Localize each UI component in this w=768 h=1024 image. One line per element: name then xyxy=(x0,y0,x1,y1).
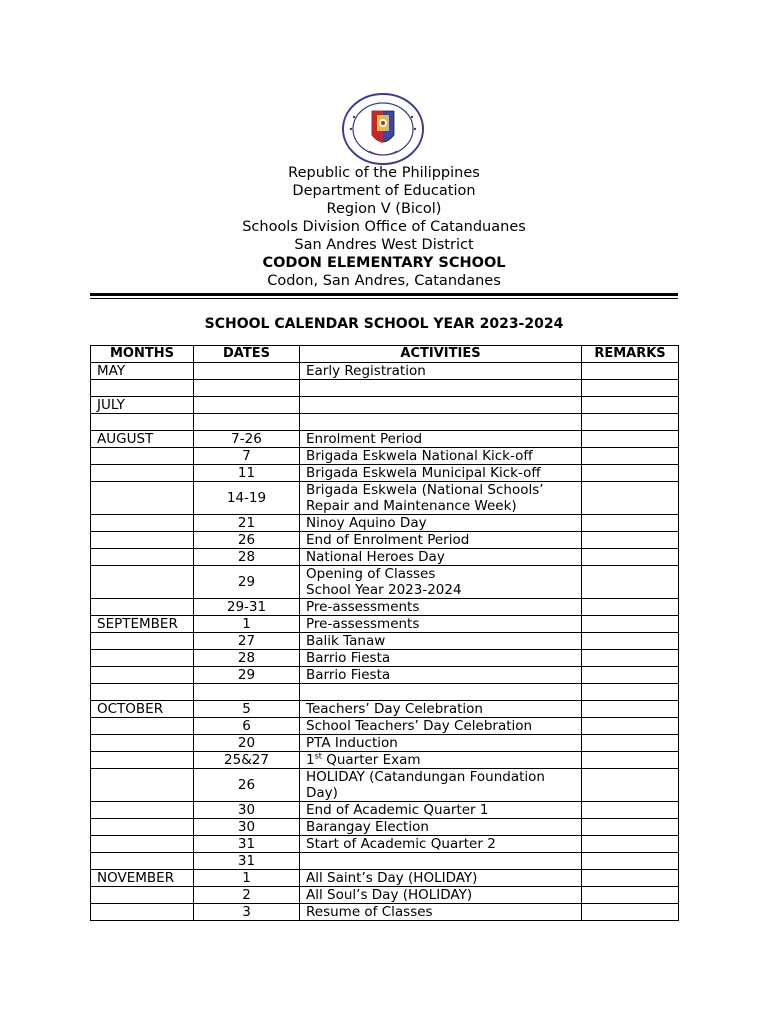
table-row xyxy=(91,769,679,802)
cell-remarks xyxy=(582,701,679,718)
school-address: Codon, San Andres, Catandanes xyxy=(267,273,501,289)
cell-date: 31 xyxy=(194,853,300,870)
activity-line: School Teachers’ Day Celebration xyxy=(306,718,533,734)
table-row xyxy=(91,616,679,633)
table-row xyxy=(91,363,679,380)
header-line-region: Region V (Bicol) xyxy=(326,201,442,217)
table-row xyxy=(91,465,679,482)
cell-month xyxy=(91,482,194,515)
cell-month xyxy=(91,532,194,549)
cell-month xyxy=(91,718,194,735)
cell-activity xyxy=(300,701,582,718)
cell-activity xyxy=(300,802,582,819)
cell-month xyxy=(91,887,194,904)
cell-activity xyxy=(300,718,582,735)
cell-activity xyxy=(300,667,582,684)
table-row xyxy=(91,735,679,752)
activity-line: End of Academic Quarter 1 xyxy=(306,802,489,818)
cell-month xyxy=(91,549,194,566)
cell-remarks xyxy=(582,870,679,887)
cell-date: 6 xyxy=(194,718,300,735)
cell-month xyxy=(91,684,194,701)
cell-date: 28 xyxy=(194,549,300,566)
cell-activity xyxy=(300,904,582,921)
cell-date: 1 xyxy=(194,870,300,887)
cell-month xyxy=(91,599,194,616)
cell-date: 28 xyxy=(194,650,300,667)
cell-remarks xyxy=(582,633,679,650)
calendar-table-body xyxy=(91,363,679,921)
cell-remarks xyxy=(582,684,679,701)
cell-remarks xyxy=(582,836,679,853)
cell-date xyxy=(194,380,300,397)
table-row xyxy=(91,667,679,684)
cell-activity xyxy=(300,870,582,887)
activity-line: Barrio Fiesta xyxy=(306,650,391,666)
activity-line: Early Registration xyxy=(306,363,426,379)
table-row xyxy=(91,414,679,431)
cell-month xyxy=(91,735,194,752)
cell-activity xyxy=(300,650,582,667)
cell-remarks xyxy=(582,667,679,684)
cell-date: 26 xyxy=(194,769,300,802)
table-row xyxy=(91,566,679,599)
header-line-division: Schools Division Office of Catanduanes xyxy=(242,219,526,235)
cell-month: NOVEMBER xyxy=(91,870,194,887)
table-row xyxy=(91,599,679,616)
cell-month xyxy=(91,752,194,769)
activity-line: Barrio Fiesta xyxy=(306,667,391,683)
cell-month xyxy=(91,448,194,465)
cell-month xyxy=(91,667,194,684)
cell-month: OCTOBER xyxy=(91,701,194,718)
cell-month xyxy=(91,380,194,397)
cell-remarks xyxy=(582,549,679,566)
cell-month xyxy=(91,802,194,819)
activity-line: National Heroes Day xyxy=(306,549,445,565)
cell-month xyxy=(91,414,194,431)
cell-date xyxy=(194,414,300,431)
table-header-row xyxy=(91,346,679,363)
activity-line: Start of Academic Quarter 2 xyxy=(306,836,496,852)
activity-line: Brigada Eskwela Municipal Kick-off xyxy=(306,465,541,481)
cell-activity xyxy=(300,633,582,650)
table-row xyxy=(91,633,679,650)
activity-line: Teachers’ Day Celebration xyxy=(306,701,483,717)
cell-remarks xyxy=(582,853,679,870)
table-row xyxy=(91,448,679,465)
header-line-department: Department of Education xyxy=(292,183,476,199)
cell-date: 27 xyxy=(194,633,300,650)
cell-date: 3 xyxy=(194,904,300,921)
cell-activity xyxy=(300,684,582,701)
table-row xyxy=(91,515,679,532)
cell-activity xyxy=(300,566,582,599)
header-divider-thick xyxy=(90,293,678,296)
column-header-activities: ACTIVITIES xyxy=(300,346,582,363)
cell-month: MAY xyxy=(91,363,194,380)
column-header-remarks: REMARKS xyxy=(582,346,679,363)
cell-activity xyxy=(300,397,582,414)
cell-date: 7-26 xyxy=(194,431,300,448)
cell-activity xyxy=(300,448,582,465)
cell-activity xyxy=(300,599,582,616)
cell-month xyxy=(91,633,194,650)
cell-date: 11 xyxy=(194,465,300,482)
cell-remarks xyxy=(582,904,679,921)
cell-date: 29 xyxy=(194,566,300,599)
activity-line: All Saint’s Day (HOLIDAY) xyxy=(306,870,478,886)
cell-month xyxy=(91,515,194,532)
cell-date: 1 xyxy=(194,616,300,633)
cell-date: 31 xyxy=(194,836,300,853)
activity-line: End of Enrolment Period xyxy=(306,532,470,548)
cell-date: 29-31 xyxy=(194,599,300,616)
activity-line: Ninoy Aquino Day xyxy=(306,515,427,531)
cell-remarks xyxy=(582,482,679,515)
cell-date: 14-19 xyxy=(194,482,300,515)
cell-remarks xyxy=(582,532,679,549)
cell-date: 26 xyxy=(194,532,300,549)
activity-line: Barangay Election xyxy=(306,819,429,835)
cell-activity xyxy=(300,616,582,633)
table-row xyxy=(91,870,679,887)
cell-remarks xyxy=(582,363,679,380)
cell-activity xyxy=(300,853,582,870)
table-row xyxy=(91,853,679,870)
cell-activity xyxy=(300,431,582,448)
cell-month xyxy=(91,904,194,921)
cell-month xyxy=(91,853,194,870)
cell-activity xyxy=(300,819,582,836)
table-row xyxy=(91,819,679,836)
cell-date xyxy=(194,397,300,414)
header-line-country: Republic of the Philippines xyxy=(288,165,480,181)
cell-date: 25&27 xyxy=(194,752,300,769)
cell-activity xyxy=(300,414,582,431)
column-header-months: MONTHS xyxy=(91,346,194,363)
table-row xyxy=(91,431,679,448)
cell-activity xyxy=(300,380,582,397)
table-row xyxy=(91,397,679,414)
activity-line: Pre-assessments xyxy=(306,616,420,632)
cell-date: 20 xyxy=(194,735,300,752)
activity-line: Day) xyxy=(306,785,338,801)
cell-date: 2 xyxy=(194,887,300,904)
table-row xyxy=(91,904,679,921)
cell-date xyxy=(194,363,300,380)
deped-seal-logo xyxy=(339,93,427,165)
table-row xyxy=(91,701,679,718)
table-row xyxy=(91,380,679,397)
cell-activity xyxy=(300,735,582,752)
cell-remarks xyxy=(582,448,679,465)
cell-date xyxy=(194,684,300,701)
activity-line: All Soul’s Day (HOLIDAY) xyxy=(306,887,473,903)
cell-remarks xyxy=(582,431,679,448)
activity-line: Balik Tanaw xyxy=(306,633,386,649)
cell-remarks xyxy=(582,397,679,414)
activity-line: Opening of Classes xyxy=(306,566,436,582)
cell-remarks xyxy=(582,819,679,836)
table-row xyxy=(91,802,679,819)
cell-date: 29 xyxy=(194,667,300,684)
table-row xyxy=(91,684,679,701)
cell-month xyxy=(91,769,194,802)
document-header xyxy=(0,164,768,290)
cell-remarks xyxy=(582,735,679,752)
column-header-dates: DATES xyxy=(194,346,300,363)
school-calendar-table xyxy=(90,345,679,921)
cell-activity xyxy=(300,549,582,566)
cell-remarks xyxy=(582,887,679,904)
cell-remarks xyxy=(582,566,679,599)
table-row xyxy=(91,887,679,904)
cell-remarks xyxy=(582,650,679,667)
cell-date: 30 xyxy=(194,802,300,819)
table-row xyxy=(91,718,679,735)
cell-date: 5 xyxy=(194,701,300,718)
cell-remarks xyxy=(582,380,679,397)
activity-line: School Year 2023-2024 xyxy=(306,582,462,598)
cell-activity xyxy=(300,752,582,769)
cell-remarks xyxy=(582,599,679,616)
table-row xyxy=(91,836,679,853)
activity-line: Resume of Classes xyxy=(306,904,433,920)
cell-remarks xyxy=(582,769,679,802)
table-row xyxy=(91,650,679,667)
cell-remarks xyxy=(582,616,679,633)
cell-activity xyxy=(300,482,582,515)
cell-month: SEPTEMBER xyxy=(91,616,194,633)
cell-activity xyxy=(300,532,582,549)
table-row xyxy=(91,482,679,515)
cell-remarks xyxy=(582,465,679,482)
activity-line: 1st Quarter Exam xyxy=(306,751,421,768)
table-row xyxy=(91,532,679,549)
cell-remarks xyxy=(582,414,679,431)
cell-month: AUGUST xyxy=(91,431,194,448)
cell-remarks xyxy=(582,515,679,532)
header-line-district: San Andres West District xyxy=(294,237,474,253)
cell-month xyxy=(91,819,194,836)
activity-line: HOLIDAY (Catandungan Foundation xyxy=(306,769,545,785)
calendar-title: SCHOOL CALENDAR SCHOOL YEAR 2023-2024 xyxy=(204,316,564,332)
cell-month xyxy=(91,650,194,667)
cell-date: 7 xyxy=(194,448,300,465)
cell-activity xyxy=(300,769,582,802)
activity-line: Brigada Eskwela (National Schools’ xyxy=(306,482,544,498)
table-row xyxy=(91,752,679,769)
cell-month xyxy=(91,465,194,482)
activity-line: Enrolment Period xyxy=(306,431,423,447)
table-row xyxy=(91,549,679,566)
cell-month: JULY xyxy=(91,397,194,414)
cell-activity xyxy=(300,887,582,904)
cell-month xyxy=(91,836,194,853)
cell-activity xyxy=(300,515,582,532)
cell-activity xyxy=(300,836,582,853)
header-divider-thin xyxy=(90,298,678,299)
cell-date: 30 xyxy=(194,819,300,836)
activity-line: Pre-assessments xyxy=(306,599,420,615)
cell-activity xyxy=(300,465,582,482)
cell-remarks xyxy=(582,718,679,735)
activity-line: PTA Induction xyxy=(306,735,398,751)
cell-remarks xyxy=(582,802,679,819)
cell-remarks xyxy=(582,752,679,769)
cell-activity xyxy=(300,363,582,380)
activity-line: Repair and Maintenance Week) xyxy=(306,498,517,514)
cell-month xyxy=(91,566,194,599)
school-name: CODON ELEMENTARY SCHOOL xyxy=(262,255,506,271)
activity-line: Brigada Eskwela National Kick-off xyxy=(306,448,533,464)
cell-date: 21 xyxy=(194,515,300,532)
